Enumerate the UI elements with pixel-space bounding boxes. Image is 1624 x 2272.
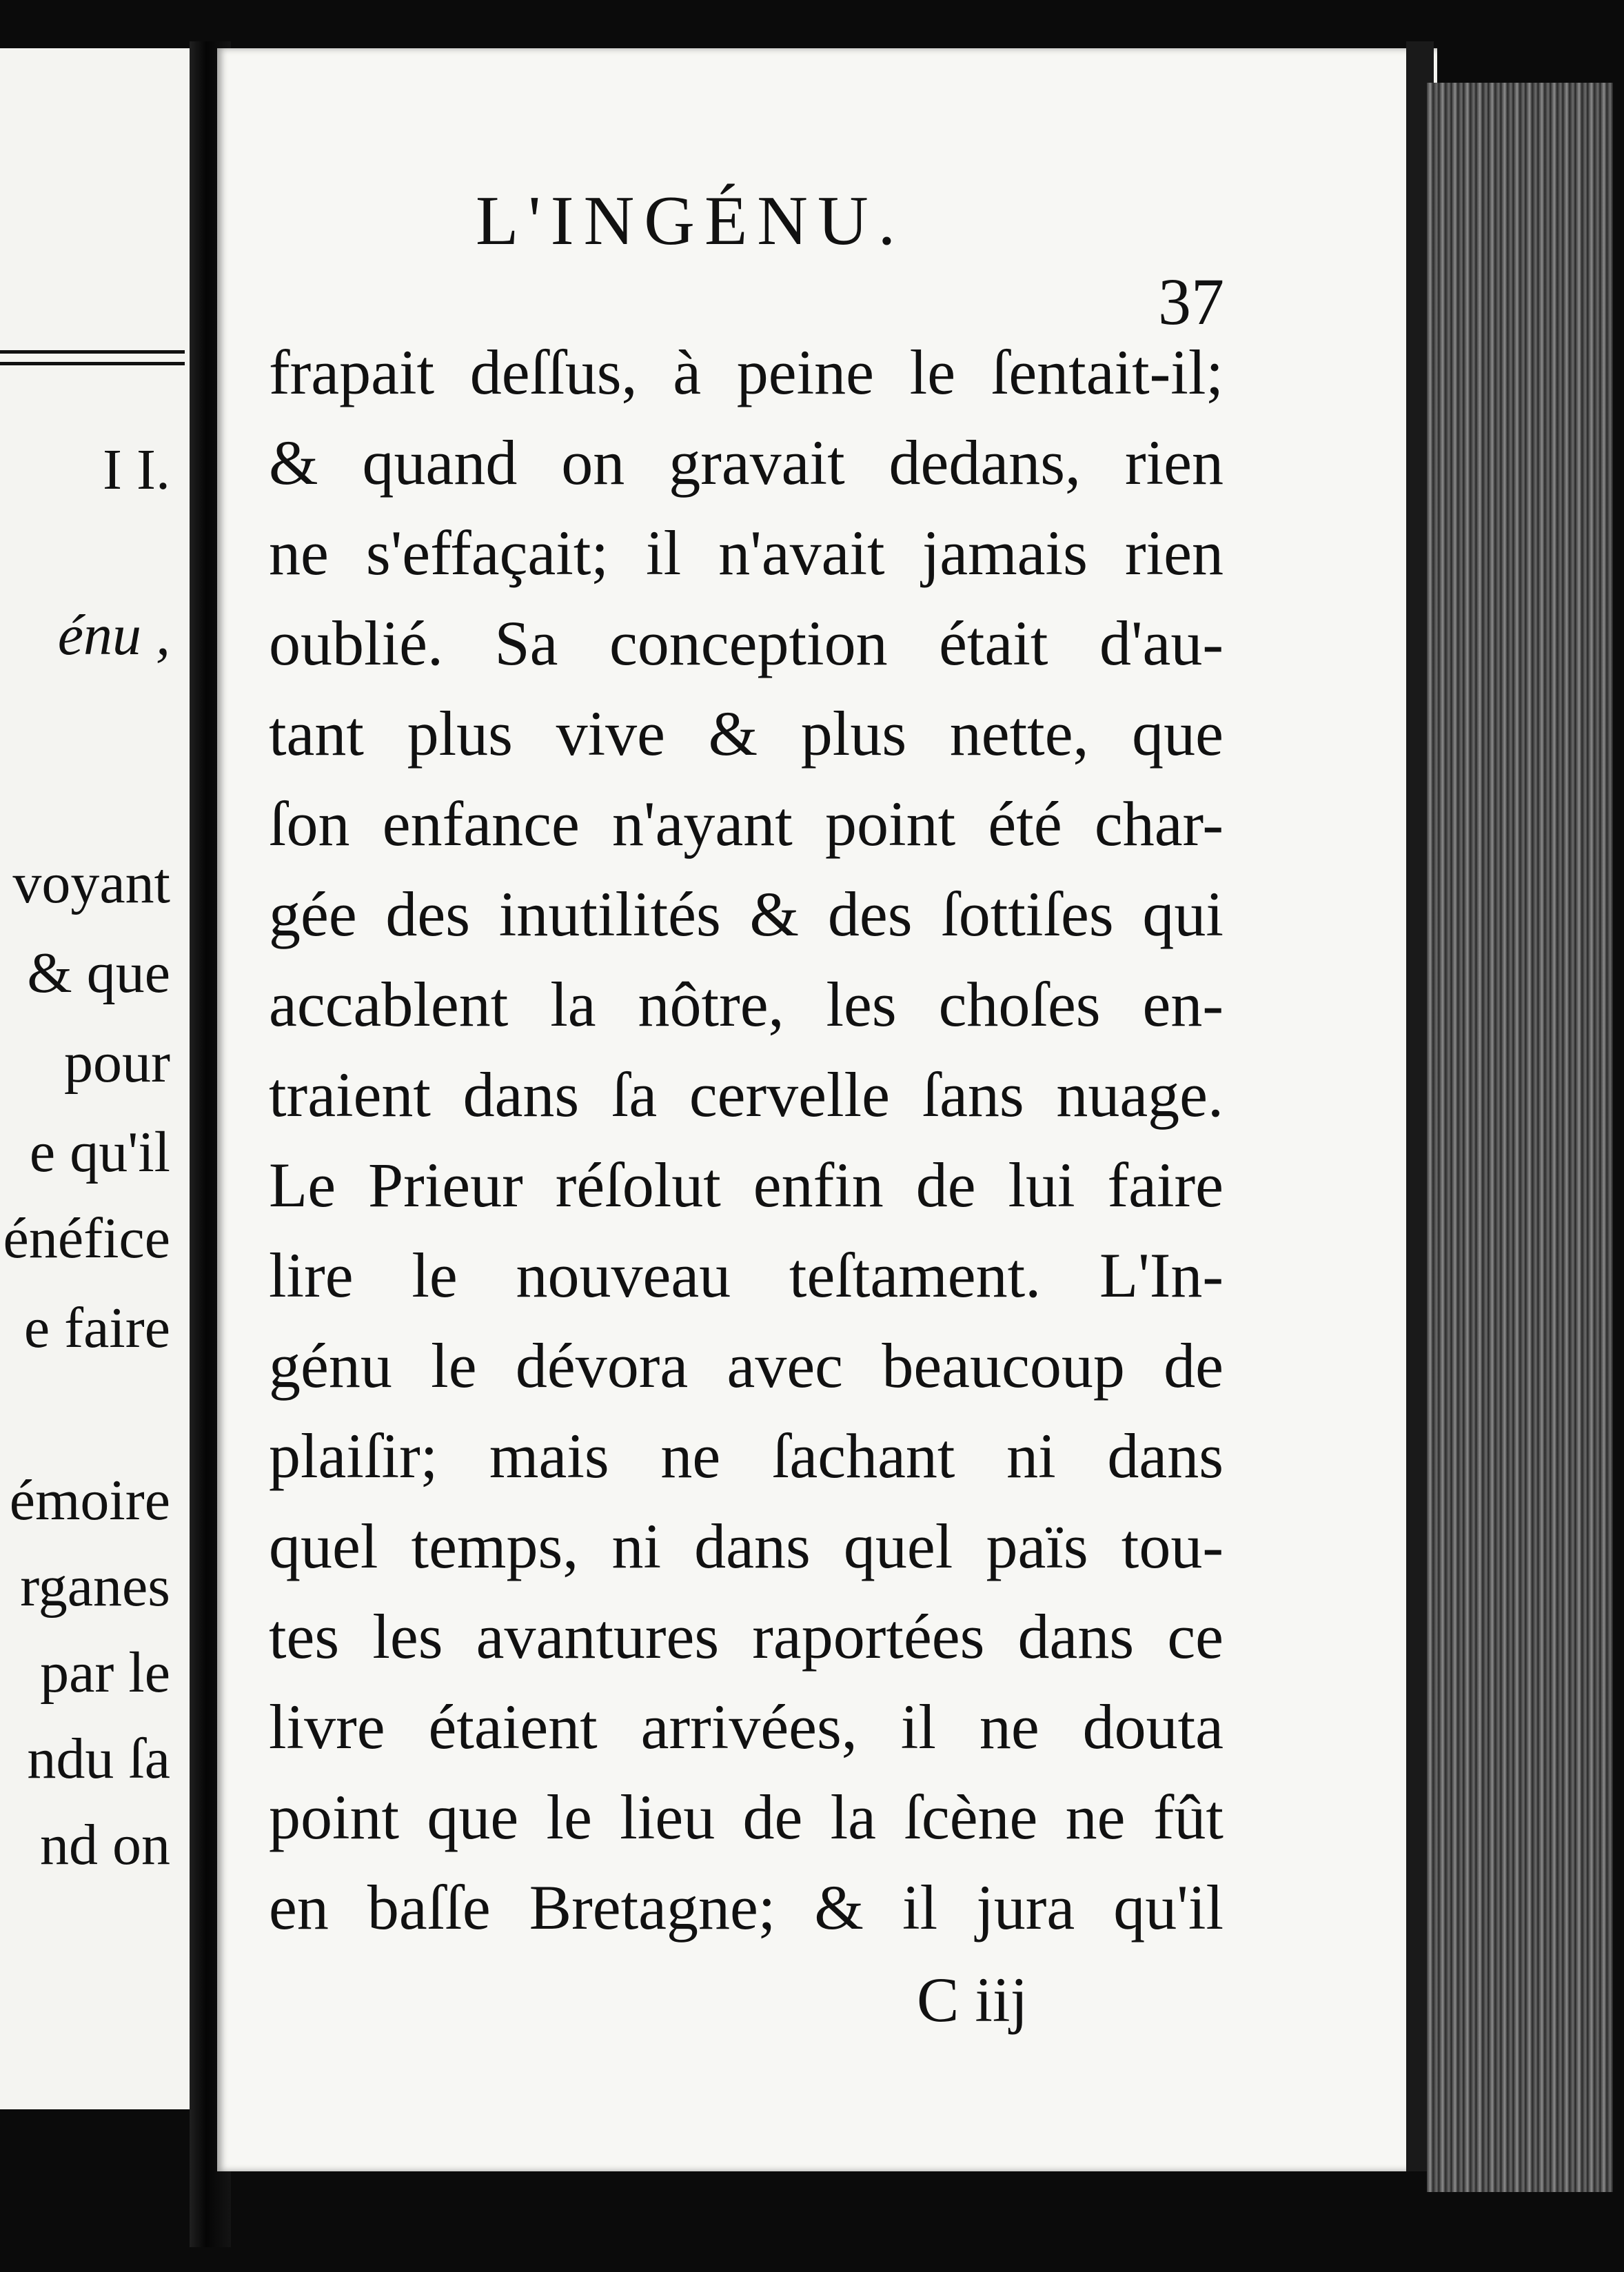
left-page-line: e faire xyxy=(23,1296,170,1360)
left-page-line: pour xyxy=(64,1031,170,1095)
running-header: L'INGÉNU. xyxy=(476,182,906,260)
left-page-line: énéfice xyxy=(3,1206,170,1270)
left-page-rule xyxy=(0,350,185,365)
text-line: livre étaient arrivées, il ne douta xyxy=(269,1692,1224,1762)
left-page-line: émoire xyxy=(9,1468,170,1532)
text-line: génu le dévora avec beaucoup de xyxy=(269,1330,1224,1401)
body-text xyxy=(269,327,1224,1953)
text-line: gée des inutilités & des ſottiſes qui xyxy=(269,879,1224,949)
text-line: en baſſe Bretagne; & il jura qu'il xyxy=(269,1872,1224,1943)
text-line: ne s'effaçait; il n'avait jamais rien xyxy=(269,518,1224,588)
text-line: quel temps, ni dans quel païs tou- xyxy=(269,1511,1224,1581)
left-page-line: ndu ſa xyxy=(27,1727,170,1791)
left-page-line: I I. xyxy=(103,438,170,502)
left-page-line: par le xyxy=(40,1641,170,1705)
text-line: oublié. Sa conception était d'au- xyxy=(269,608,1224,678)
left-page-line: voyant xyxy=(12,851,170,915)
text-line: ſon enfance n'ayant point été char- xyxy=(269,789,1224,859)
text-line: tant plus vive & plus nette, que xyxy=(269,698,1224,769)
text-line: lire le nouveau teſtament. L'In- xyxy=(269,1240,1224,1310)
left-page-line: & que xyxy=(27,941,170,1005)
left-page-line: nd on xyxy=(40,1813,170,1877)
left-facing-page xyxy=(0,48,190,2109)
text-line: plaiſir; mais ne ſachant ni dans xyxy=(269,1421,1224,1491)
left-page-line: e qu'il xyxy=(29,1120,170,1184)
text-line: frapait deſſus, à peine le ſentait-il; xyxy=(269,337,1224,407)
left-page-line: rganes xyxy=(20,1554,170,1619)
left-page-line: énu , xyxy=(57,603,170,667)
signature-mark: C iij xyxy=(917,1965,1028,2035)
text-line: tes les avantures raportées dans ce xyxy=(269,1601,1224,1672)
text-line: traient dans ſa cervelle ſans nuage. xyxy=(269,1059,1224,1130)
page-number: 37 xyxy=(1158,265,1224,338)
page-block-edges xyxy=(1427,83,1613,2192)
text-line: point que le lieu de la ſcène ne fût xyxy=(269,1782,1224,1852)
text-line: accablent la nôtre, les choſes en- xyxy=(269,969,1224,1039)
text-line: & quand on gravait dedans, rien xyxy=(269,427,1224,498)
text-line: Le Prieur réſolut enfin de lui faire xyxy=(269,1150,1224,1220)
